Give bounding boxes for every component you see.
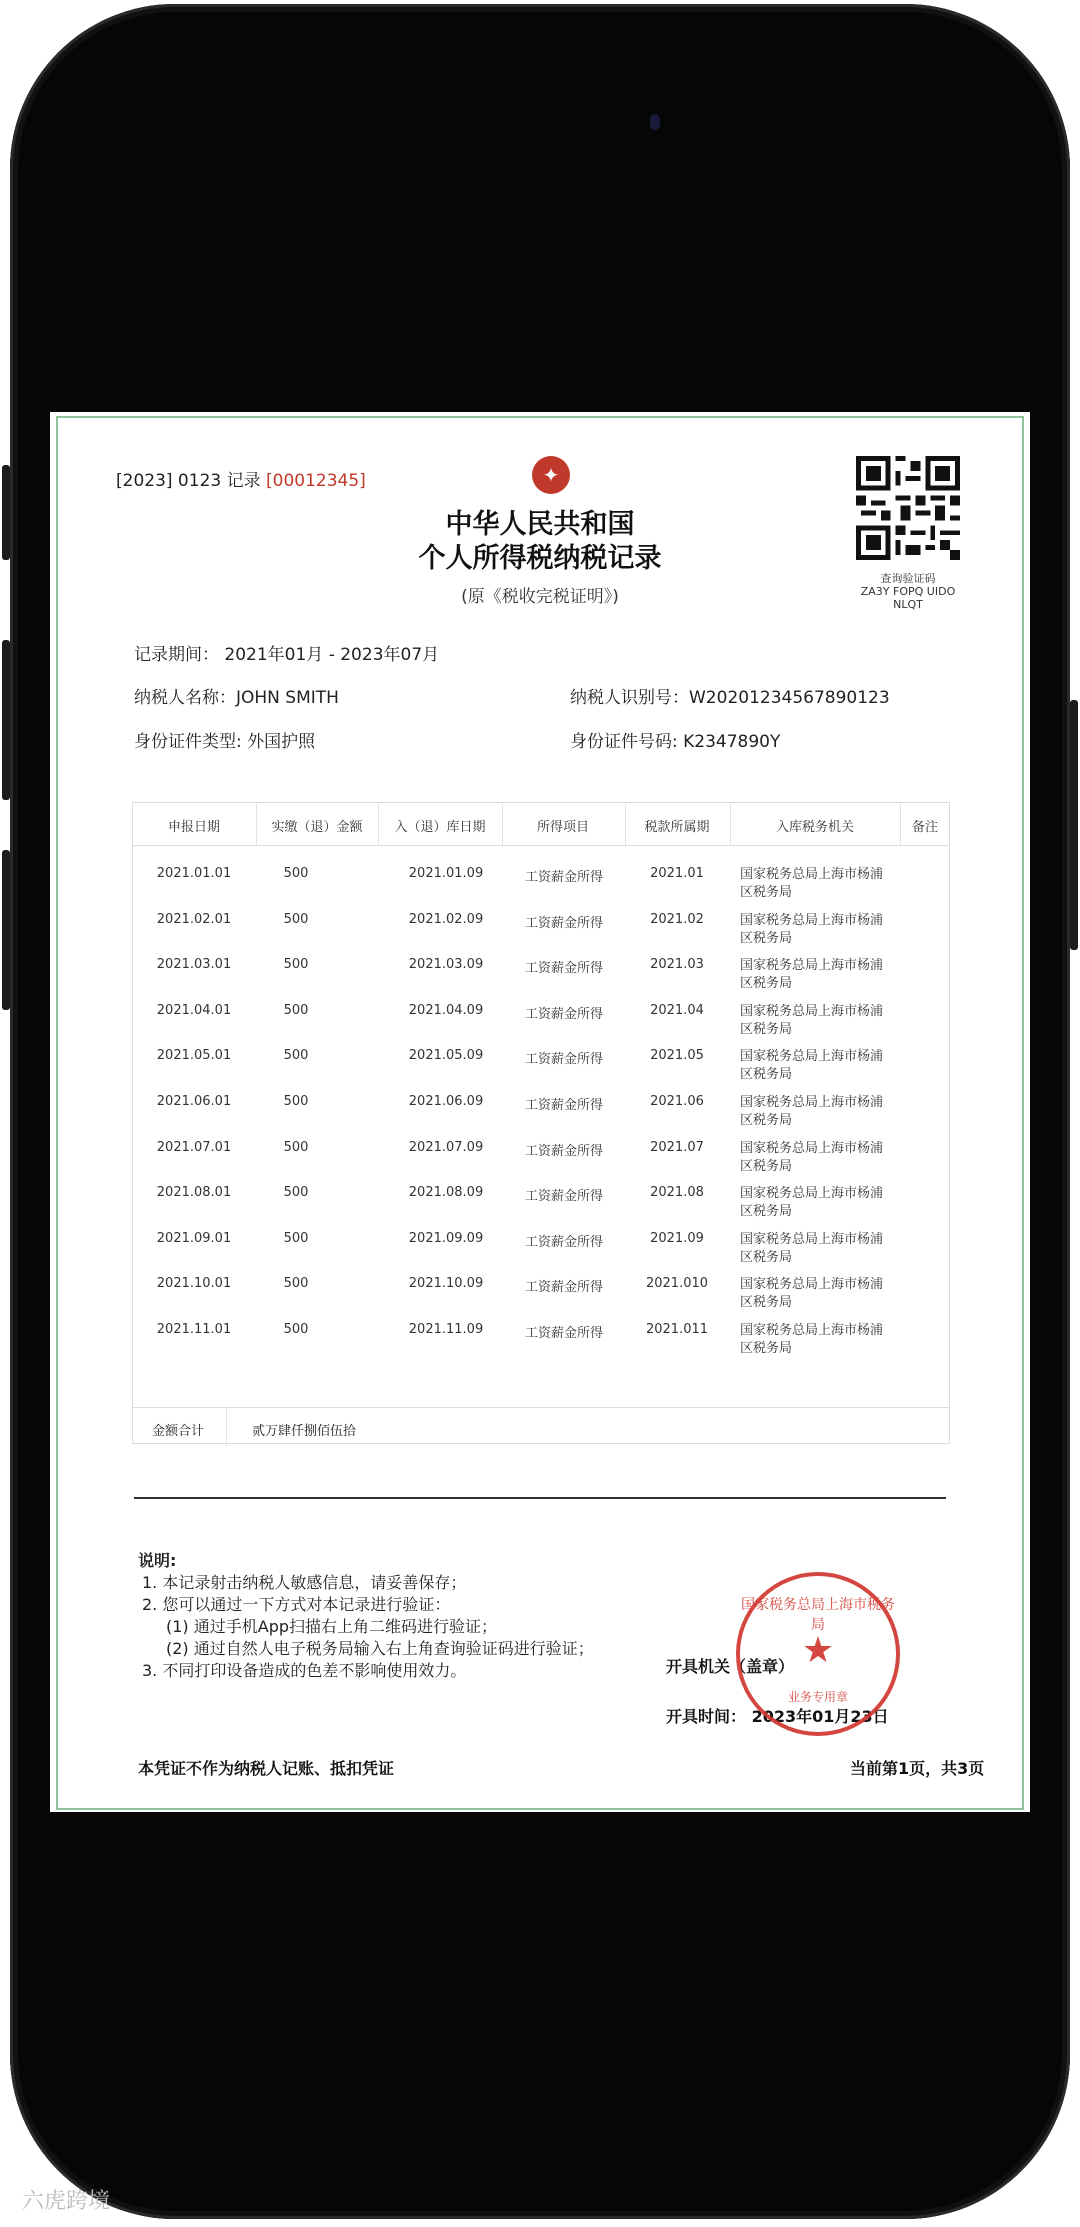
qr-code-icon[interactable]	[856, 456, 960, 560]
total-row-divider	[132, 1407, 950, 1408]
table-cell-amount: 500	[283, 1322, 309, 1337]
table-cell-item: 工资薪金所得	[524, 961, 603, 977]
qr-verification-label	[840, 572, 976, 611]
record-number: [00012345]	[266, 471, 366, 491]
table-header-cell: 所得项目	[536, 820, 589, 835]
table-header-cell: 备注	[911, 820, 938, 835]
table-cell-store-date: 2021.01.09	[408, 866, 484, 881]
table-cell-store-date: 2021.07.09	[408, 1139, 484, 1155]
table-cell-date: 2021.09.01	[156, 1230, 232, 1246]
table-cell-date: 2021.01.01	[156, 866, 232, 881]
note-line: 1. 本记录射击纳税人敏感信息，请妥善保存；	[142, 1573, 467, 1592]
id-number: 身份证件号码: K2347890Y	[570, 732, 781, 752]
table-cell-date: 2021.11.01	[156, 1322, 232, 1337]
note-line: (1) 通过手机App扫描右上角二维码进行验证；	[166, 1617, 498, 1636]
table-cell-period: 2021.09	[650, 1230, 704, 1246]
tax-record-document	[50, 412, 1030, 1812]
table-cell-store-date: 2021.02.09	[408, 911, 484, 927]
volume-up-button	[2, 640, 10, 800]
note-line: 2. 您可以通过一下方式对本记录进行验证：	[142, 1595, 451, 1614]
table-cell-period: 2021.05	[650, 1048, 704, 1064]
total-label: 金额合计	[152, 1424, 205, 1439]
note-line: 3. 不同打印设备造成的色差不影响使用效力。	[142, 1661, 467, 1680]
table-cell-amount: 500	[283, 1276, 309, 1292]
table-cell-item: 工资薪金所得	[524, 915, 603, 931]
title-country: 中华人民共和国	[445, 509, 635, 540]
table-cell-period: 2021.06	[650, 1094, 704, 1109]
table-cell-office: 国家税务总局上海市杨浦区税务局	[740, 1140, 884, 1174]
table-cell-date: 2021.10.01	[156, 1276, 232, 1292]
power-button	[1070, 700, 1078, 950]
table-header-cell: 入库税务机关	[775, 820, 854, 835]
note-line: (2) 通过自然人电子税务局输入右上角查询验证码进行验证；	[166, 1639, 594, 1658]
table-header-cell: 申报日期	[167, 820, 220, 835]
issuer-label: 开具机关（盖章）	[666, 1657, 795, 1676]
table-cell-store-date: 2021.03.09	[408, 957, 484, 973]
table-cell-store-date: 2021.10.09	[408, 1276, 484, 1292]
table-cell-office: 国家税务总局上海市杨浦区税务局	[740, 1049, 884, 1083]
id-type: 身份证件类型: 外国护照	[134, 732, 316, 752]
subtitle: (原《税收完税证明》)	[461, 587, 619, 607]
qr-code-value-1: ZA3Y FOPQ UIDO	[860, 585, 956, 598]
footer-disclaimer: 本凭证不作为纳税人记账、抵扣凭证	[138, 1759, 395, 1778]
table-cell-item: 工资薪金所得	[524, 1234, 603, 1250]
table-cell-period: 2021.011	[645, 1322, 709, 1337]
table-cell-date: 2021.08.01	[156, 1185, 232, 1201]
table-cell-office: 国家税务总局上海市杨浦区税务局	[740, 1277, 884, 1311]
table-cell-amount: 500	[283, 1002, 309, 1018]
table-cell-store-date: 2021.05.09	[408, 1048, 484, 1064]
official-seal-icon	[736, 1572, 900, 1736]
table-cell-date: 2021.07.01	[156, 1139, 232, 1155]
table-cell-amount: 500	[283, 911, 309, 927]
table-cell-date: 2021.02.01	[156, 911, 232, 927]
volume-down-button	[2, 850, 10, 1010]
table-cell-office: 国家税务总局上海市杨浦区税务局	[740, 912, 884, 946]
table-cell-office: 国家税务总局上海市杨浦区税务局	[740, 958, 884, 992]
table-cell-amount: 500	[283, 1230, 309, 1246]
table-cell-date: 2021.04.01	[156, 1002, 232, 1018]
table-cell-office: 国家税务总局上海市杨浦区税务局	[740, 1003, 884, 1037]
taxpayer-name: 纳税人名称：JOHN SMITH	[134, 688, 339, 708]
seal-star-icon: ★	[801, 1630, 835, 1671]
table-cell-office: 国家税务总局上海市杨浦区税务局	[740, 867, 884, 900]
title-record: 个人所得税纳税记录	[418, 543, 662, 574]
watermark: 六虎跨境	[22, 2189, 111, 2214]
table-cell-amount: 500	[283, 1048, 309, 1064]
total-value: 贰万肆仟捌佰伍拾	[252, 1424, 357, 1439]
section-divider	[134, 1497, 946, 1499]
table-cell-item: 工资薪金所得	[524, 1052, 603, 1068]
silent-switch	[2, 465, 10, 560]
seal-text-top: 国家税务总局上海市税务局	[741, 1597, 895, 1633]
table-header-cell: 税款所属期	[644, 820, 710, 835]
qr-code-value-2: NLQT	[893, 598, 923, 611]
table-cell-store-date: 2021.09.09	[408, 1230, 484, 1246]
total-separator	[226, 1408, 227, 1446]
record-code-prefix: [2023] 0123 记录	[116, 471, 267, 491]
table-cell-item: 工资薪金所得	[524, 1006, 603, 1022]
notes-heading: 说明:	[138, 1551, 177, 1570]
table-cell-amount: 500	[283, 866, 309, 881]
taxpayer-id: 纳税人识别号：W20201234567890123	[570, 688, 890, 708]
table-cell-period: 2021.04	[650, 1002, 704, 1018]
issue-time: 开具时间： 2023年01月23日	[666, 1707, 889, 1726]
table-cell-amount: 500	[283, 1139, 309, 1155]
table-cell-office: 国家税务总局上海市杨浦区税务局	[740, 1186, 884, 1220]
table-cell-period: 2021.07	[650, 1139, 704, 1155]
table-cell-office: 国家税务总局上海市杨浦区税务局	[740, 1231, 884, 1265]
table-cell-store-date: 2021.08.09	[408, 1185, 484, 1201]
table-cell-period: 2021.08	[650, 1185, 704, 1201]
table-cell-period: 2021.02	[650, 911, 704, 927]
table-cell-store-date: 2021.06.09	[408, 1094, 484, 1109]
table-cell-date: 2021.05.01	[156, 1048, 232, 1064]
table-header-cell: 实缴（退）金额	[271, 820, 363, 835]
table-cell-date: 2021.06.01	[156, 1094, 232, 1109]
table-cell-store-date: 2021.11.09	[408, 1322, 484, 1337]
table-cell-item: 工资薪金所得	[524, 1143, 603, 1159]
table-cell-amount: 500	[283, 1094, 309, 1109]
table-cell-period: 2021.01	[650, 866, 704, 881]
table-cell-date: 2021.03.01	[156, 957, 232, 973]
table-cell-item: 工资薪金所得	[524, 870, 603, 885]
table-cell-period: 2021.010	[645, 1276, 709, 1292]
table-cell-amount: 500	[283, 1185, 309, 1201]
record-code	[116, 466, 366, 491]
table-cell-period: 2021.03	[650, 957, 704, 973]
seal-text-bottom: 业务专用章	[787, 1690, 848, 1704]
table-cell-office: 国家税务总局上海市杨浦区税务局	[740, 1095, 884, 1128]
table-header-cell: 入（退）库日期	[394, 820, 486, 835]
table-cell-amount: 500	[283, 957, 309, 973]
header-separator	[378, 804, 379, 845]
qr-label-title: 查询验证码	[880, 572, 936, 585]
page-indicator: 当前第1页，共3页	[850, 1759, 985, 1778]
table-cell-item: 工资薪金所得	[524, 1280, 603, 1296]
table-header-divider	[132, 845, 950, 846]
record-period: 记录期间： 2021年01月 - 2023年07月	[134, 645, 440, 665]
table-cell-item: 工资薪金所得	[524, 1189, 603, 1205]
national-tax-emblem-icon: ✦	[532, 456, 570, 494]
table-cell-office: 国家税务总局上海市杨浦区税务局	[740, 1323, 884, 1356]
front-camera	[650, 114, 660, 130]
table-cell-item: 工资薪金所得	[524, 1098, 603, 1113]
table-cell-item: 工资薪金所得	[524, 1326, 603, 1341]
table-cell-store-date: 2021.04.09	[408, 1002, 484, 1018]
